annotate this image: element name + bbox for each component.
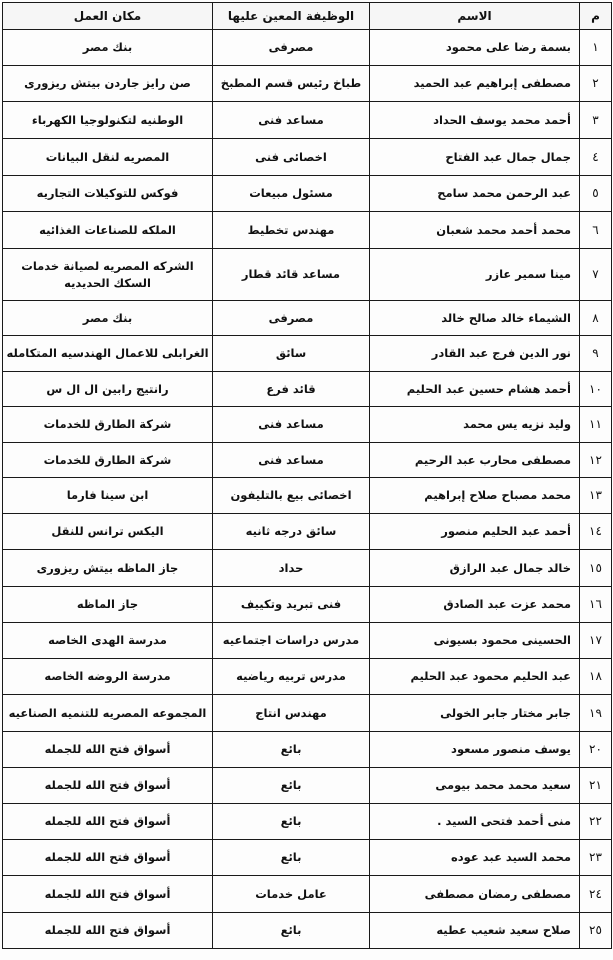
table-row <box>3 695 612 732</box>
table-row <box>3 176 612 212</box>
workplace: أسواق فتح الله للجمله <box>3 913 213 949</box>
row-number: ٢٣ <box>580 840 612 876</box>
employee-name: أحمد هشام حسين عبد الحليم <box>370 372 580 407</box>
workplace: اليكس ترانس للنقل <box>3 514 213 550</box>
workplace: بنك مصر <box>3 30 213 66</box>
row-number: ١ <box>580 30 612 66</box>
job-title: مهندس انتاج <box>213 695 370 732</box>
row-number: ٢٥ <box>580 913 612 949</box>
job-title: مساعد قائد قطار <box>213 249 370 301</box>
workplace: صن رايز جاردن بيتش ريزورى <box>3 66 213 102</box>
row-number: ١٩ <box>580 695 612 732</box>
row-number: ١٠ <box>580 372 612 407</box>
row-number: ١٧ <box>580 623 612 659</box>
job-title: بائع <box>213 768 370 804</box>
employee-name: خالد جمال عبد الرازق <box>370 550 580 587</box>
workplace: فوكس للتوكيلات التجاريه <box>3 176 213 212</box>
workplace: شركة الطارق للخدمات <box>3 443 213 478</box>
row-number: ٢٢ <box>580 804 612 840</box>
employee-name: أحمد عبد الحليم منصور <box>370 514 580 550</box>
job-title: مساعد فنى <box>213 102 370 139</box>
job-title: عامل خدمات <box>213 876 370 913</box>
row-number: ٦ <box>580 212 612 249</box>
table-row <box>3 249 612 301</box>
employee-name: جمال جمال عبد الفتاح <box>370 139 580 176</box>
row-number: ١٤ <box>580 514 612 550</box>
workplace: شركة الطارق للخدمات <box>3 407 213 443</box>
table-row <box>3 623 612 659</box>
table-row <box>3 876 612 913</box>
table-row <box>3 587 612 623</box>
workplace: جاز الماظه <box>3 587 213 623</box>
table-row <box>3 840 612 876</box>
employee-name: صلاح سعيد شعيب عطيه <box>370 913 580 949</box>
employee-name: بسمة رضا على محمود <box>370 30 580 66</box>
table-body <box>3 30 612 949</box>
table-row <box>3 768 612 804</box>
workplace: جاز الماظه بيتش ريزورى <box>3 550 213 587</box>
row-number: ٢١ <box>580 768 612 804</box>
employee-name: وليد نزيه يس محمد <box>370 407 580 443</box>
table-row <box>3 913 612 949</box>
employee-name: مصطفى إبراهيم عبد الحميد <box>370 66 580 102</box>
job-title: بائع <box>213 913 370 949</box>
job-title: مساعد فنى <box>213 443 370 478</box>
workplace: أسواق فتح الله للجمله <box>3 768 213 804</box>
header-workplace: مكان العمل <box>3 3 213 30</box>
workplace: الشركه المصريه لصيانة خدمات السكك الحديديه <box>3 249 213 301</box>
table-row <box>3 139 612 176</box>
header-number: م <box>580 3 612 30</box>
employee-name: عبد الحليم محمود عبد الحليم <box>370 659 580 695</box>
table-row <box>3 514 612 550</box>
row-number: ٢ <box>580 66 612 102</box>
header-job: الوظيفة المعين عليها <box>213 3 370 30</box>
row-number: ١١ <box>580 407 612 443</box>
row-number: ٨ <box>580 301 612 336</box>
workplace: أسواق فتح الله للجمله <box>3 876 213 913</box>
table-row <box>3 407 612 443</box>
employee-name: محمد عزت عبد الصادق <box>370 587 580 623</box>
employee-name: محمد أحمد محمد شعبان <box>370 212 580 249</box>
workplace: الوطنيه لتكنولوجيا الكهرباء <box>3 102 213 139</box>
table-row <box>3 804 612 840</box>
table-row <box>3 336 612 372</box>
row-number: ٩ <box>580 336 612 372</box>
job-title: طباخ رئيس قسم المطبخ <box>213 66 370 102</box>
table-row <box>3 550 612 587</box>
job-title: مساعد فنى <box>213 407 370 443</box>
workplace: ابن سينا فارما <box>3 478 213 514</box>
table-row <box>3 212 612 249</box>
job-title: قائد فرع <box>213 372 370 407</box>
workplace: الملكه للصناعات الغذائيه <box>3 212 213 249</box>
table-row <box>3 102 612 139</box>
row-number: ١٥ <box>580 550 612 587</box>
row-number: ٣ <box>580 102 612 139</box>
table-row <box>3 478 612 514</box>
workplace: أسواق فتح الله للجمله <box>3 840 213 876</box>
row-number: ١٦ <box>580 587 612 623</box>
workplace: مدرسة الهدى الخاصه <box>3 623 213 659</box>
employee-name: أحمد محمد يوسف الحداد <box>370 102 580 139</box>
row-number: ١٨ <box>580 659 612 695</box>
job-title: مهندس تخطيط <box>213 212 370 249</box>
job-title: مدرس تربيه رياضيه <box>213 659 370 695</box>
row-number: ٥ <box>580 176 612 212</box>
employee-name: محمد مصباح صلاح إبراهيم <box>370 478 580 514</box>
job-title: فنى تبريد وتكييف <box>213 587 370 623</box>
employee-name: عبد الرحمن محمد سامح <box>370 176 580 212</box>
header-row <box>3 3 612 30</box>
workplace: أسواق فتح الله للجمله <box>3 804 213 840</box>
job-title: سائق <box>213 336 370 372</box>
job-title: بائع <box>213 732 370 768</box>
workplace: المجموعه المصريه للتنميه الصناعيه <box>3 695 213 732</box>
job-title: اخصائى بيع بالتليفون <box>213 478 370 514</box>
employee-name: الحسينى محمود بسيونى <box>370 623 580 659</box>
job-title: مسئول مبيعات <box>213 176 370 212</box>
job-title: بائع <box>213 840 370 876</box>
employee-name: مينا سمير عازر <box>370 249 580 301</box>
workplace: أسواق فتح الله للجمله <box>3 732 213 768</box>
workplace: رانتيج رابين ال ال س <box>3 372 213 407</box>
employee-name: سعيد محمد محمد بيومى <box>370 768 580 804</box>
workplace: مدرسة الروضه الخاصه <box>3 659 213 695</box>
row-number: ٢٤ <box>580 876 612 913</box>
table-row <box>3 66 612 102</box>
row-number: ٤ <box>580 139 612 176</box>
job-title: بائع <box>213 804 370 840</box>
table-row <box>3 443 612 478</box>
workplace: المصريه لنقل البيانات <box>3 139 213 176</box>
table-row <box>3 659 612 695</box>
employee-name: جابر مختار جابر الخولى <box>370 695 580 732</box>
row-number: ٢٠ <box>580 732 612 768</box>
job-title: سائق درجه ثانيه <box>213 514 370 550</box>
employment-table <box>2 2 612 949</box>
employee-name: يوسف منصور مسعود <box>370 732 580 768</box>
employee-name: محمد السيد عبد عوده <box>370 840 580 876</box>
table-row <box>3 30 612 66</box>
row-number: ١٣ <box>580 478 612 514</box>
header-name: الاسم <box>370 3 580 30</box>
job-title: مصرفى <box>213 301 370 336</box>
table-row <box>3 301 612 336</box>
row-number: ١٢ <box>580 443 612 478</box>
employee-name: مصطفى محارب عبد الرحيم <box>370 443 580 478</box>
employee-name: مصطفى رمضان مصطفى <box>370 876 580 913</box>
job-title: حداد <box>213 550 370 587</box>
employee-name: منى أحمد فتحى السيد . <box>370 804 580 840</box>
row-number: ٧ <box>580 249 612 301</box>
job-title: مدرس دراسات اجتماعيه <box>213 623 370 659</box>
workplace: بنك مصر <box>3 301 213 336</box>
workplace: الغرابلى للاعمال الهندسيه المتكامله <box>3 336 213 372</box>
table-row <box>3 732 612 768</box>
employee-name: الشيماء خالد صالح خالد <box>370 301 580 336</box>
table-row <box>3 372 612 407</box>
employee-name: نور الدين فرج عبد القادر <box>370 336 580 372</box>
job-title: اخصائى فنى <box>213 139 370 176</box>
job-title: مصرفى <box>213 30 370 66</box>
